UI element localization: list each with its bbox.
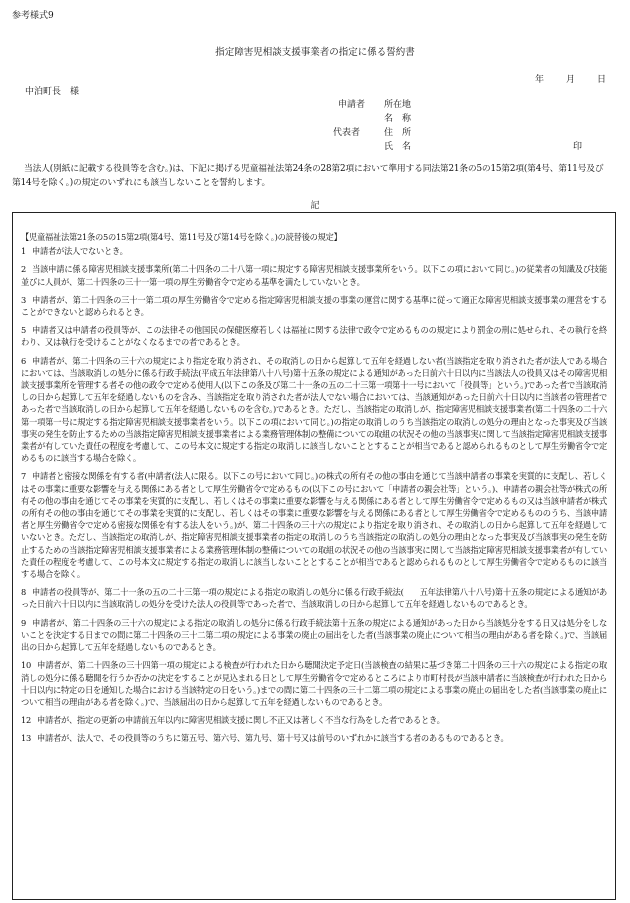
clause-number: 5 (21, 325, 26, 336)
clause-number: 7 (21, 471, 26, 482)
provisions-heading: 【児童福祉法第21条の5の15第2項(第4号、第11号及び第14号を除く。)の読替後の規定】 (21, 232, 342, 242)
clause-number: 3 (21, 294, 26, 305)
clause-number: 9 (21, 617, 26, 628)
clause-item (21, 263, 607, 287)
clause-item (21, 732, 607, 744)
clause-list (21, 245, 607, 744)
clause-number: 12 (21, 715, 31, 726)
address-label: 所在地 (384, 100, 412, 110)
clause-number: 2 (21, 264, 26, 275)
clause-number: 6 (21, 355, 26, 366)
clause-item (21, 659, 607, 708)
recipient: 中泊町長 様 (25, 87, 80, 97)
date-day: 日 (597, 75, 607, 85)
clause-number: 1 (21, 246, 26, 257)
clause-text: 申請者の役員等が、第二十一条の五の二十三第一項の規定による指定の取消しの処分に係る行政手続法( 五年法律第八十八号)第十五条の規定による通知があった日前六十日以内に当該取消しの処分を受けた法人の役員等であった者で、当該取消しの日から起算して五年を経過しないものであるとき。 (21, 587, 607, 610)
pledge-statement: 当法人(別紙に記載する役員等を含む。)は、下記に掲げる児童福祉法第24条の28第2項において準用する同法第21条の5の15第2項(第4号、第11号及び第14号を除く。)の規定のいずれにも該当しないことを誓約します。 (12, 164, 604, 188)
seal-mark: 印 (573, 142, 583, 152)
date-year: 年 (535, 75, 545, 85)
ki-heading: 記 (310, 201, 320, 211)
clause-text: 申請者が法人でないとき。 (32, 246, 128, 257)
clause-text: 当該申請に係る障害児相談支援事業所(第二十四条の二十八第一項に規定する障害児相談支援事業所をいう。以下この項において同じ。)の従業者の知識及び技能並びに人員が、第二十四条の三十一第一項の厚生労働省令で定める基準を満たしていないとき。 (21, 264, 607, 287)
clause-text: 申請者が、第二十四条の三十六の規定による指定の取消しの処分に係る行政手続法第十五条の規定による通知があった日から当該処分をする日又は処分をしないことを決定する日までの間に第二十四条の三十二第二項の規定による事業の廃止の届出をした者(当該事業の廃止について相当の理由がある者を除く。)で、当該届出の日から起算して五年を経過しないものであるとき。 (21, 617, 607, 653)
clause-item (21, 714, 607, 726)
name-label: 名 称 (384, 114, 412, 124)
clause-item (21, 617, 607, 654)
clause-text: 申請者が、指定の更新の申請前五年以内に障害児相談支援に関し不正又は著しく不当な行為をした者であるとき。 (37, 715, 445, 726)
clause-item (21, 324, 607, 348)
provisions-box (12, 212, 616, 900)
clause-number: 8 (21, 587, 26, 598)
clause-text: 申請者と密接な関係を有する者(申請者(法人に限る。以下この号において同じ。)の株式の所有その他の事由を通じて当該申請者の事業を実質的に支配し、若しくはその事業に重要な影響を与える関係にある者として厚生労働省令で定めるもの(以下この号において「申請者の親会社等」という。)、申請者の親会社等が株式の所有その他の事由を通じてその事業を実質的に支配し、若しくはその事業に重要な影響を与える関係にある者として厚生労働省令で定めるもの又は当該申請者が株式の所有その他の事由を通じてその事業を実質的に支配し、若しくはその事業に重要な影響を与える関係にある者として厚生労働省令で定めるもののうち、当該申請者と厚生労働省令で定める密接な関係を有する法人をいう。)が、第二十四条の三十六の規定により指定を取り消され、その取消しの日から起算して五年を経過していないとき。ただし、当該指定の取消しが、指定障害児相談支援事業者の指定の取消しのうち当該指定の取消しの処分の理由となった事実及び当該事実の発生を防止するための当該指定障害児相談支援事業者による業務管理体制の整備についての取組の状況その他の当該事実に関して当該指定障害児相談支援事業者が有していた責任の程度を考慮して、この号本文に規定する指定の取消しに該当しないこととすることが相当であると認められるものとして厚生労働省令で定めるものに該当する場合を除く。 (21, 471, 607, 580)
clause-text: 申請者が、第二十四条の三十一第二項の厚生労働省令で定める指定障害児相談支援の事業の運営に関する基準に従って適正な障害児相談支援事業の運営をすることができないと認められるとき。 (21, 294, 607, 318)
clause-item (21, 355, 607, 465)
clause-number: 13 (21, 733, 31, 744)
date-month: 月 (566, 75, 576, 85)
applicant-label: 申請者 (338, 100, 366, 110)
clause-item (21, 586, 607, 610)
rep-name-label: 氏 名 (384, 142, 412, 152)
document-title: 指定障害児相談支援事業者の指定に係る誓約書 (215, 47, 415, 58)
rep-address-label: 住 所 (384, 128, 412, 138)
clause-text: 申請者又は申請者の役員等が、この法律その他国民の保健医療若しくは福祉に関する法律で政令で定めるものの規定により罰金の刑に処せられ、その執行を終わり、又は執行を受けることがなくなるまでの者であるとき。 (21, 325, 607, 348)
clause-item (21, 294, 607, 318)
representative-label: 代表者 (333, 128, 361, 138)
clause-text: 申請者が、第二十四条の三十六の規定により指定を取り消され、その取消しの日から起算して五年を経過しない者(当該指定を取り消された者が法人である場合においては、当該取消しの処分に係る行政手続法(平成五年法律第八十八号)第十五条の規定による通知があった日前六十日以内に当該法人の役員又はその障害児相談支援事業所を管理する者その他の政令で定める使用人(以下この条及び第二十一条の五の二十三第一項第十一号において「役員等」という。)であった者で当該取消しの日から起算して五年を経過しないものを含み、当該指定を取り消された者が法人でない場合においては、当該通知があった日前六十日以内に当該者の管理者であった者で当該取消しの日から起算して五年を経過しないものを含む。)であるとき。ただし、当該指定の取消しが、指定障害児相談支援事業者(第二十四条の二十六第一項第一号に規定する指定障害児相談支援事業者をいう。以下この項において同じ。)の指定の取消しのうち当該指定の取消しの処分の理由となった事実及び当該事実の発生を防止するための当該指定障害児相談支援事業者による業務管理体制の整備についての取組の状況その他の当該事実に関して当該指定障害児相談支援事業者が有していた責任の程度を考慮して、この号本文に規定する指定の取消しに該当しないこととすることが相当であると認められるものとして厚生労働省令で定めるものに該当する場合を除く。 (21, 355, 607, 464)
clause-item (21, 470, 607, 580)
clause-item (21, 245, 607, 257)
clause-text: 申請者が、第二十四条の三十四第一項の規定による検査が行われた日から聴聞決定予定日(当該検査の結果に基づき第二十四条の三十六の規定による指定の取消しの処分に係る聴聞を行うか否かの決定をすることが見込まれる日として厚生労働省令で定めるところにより市町村長が当該申請者に当該検査が行われた日から十日以内に特定の日を通知した場合における当該特定の日をいう。)までの間に第二十四条の三十二第二項の規定による事業の廃止の届出をした者(当該事業の廃止について相当の理由がある者を除く。)で、当該届出の日から起算して五年を経過しないものであるとき。 (21, 660, 607, 707)
clause-number: 10 (21, 660, 31, 671)
form-number: 参考様式9 (12, 11, 54, 21)
clause-text: 申請者が、法人で、その役員等のうちに第五号、第六号、第九号、第十号又は前号のいずれかに該当する者のあるものであるとき。 (37, 733, 509, 744)
